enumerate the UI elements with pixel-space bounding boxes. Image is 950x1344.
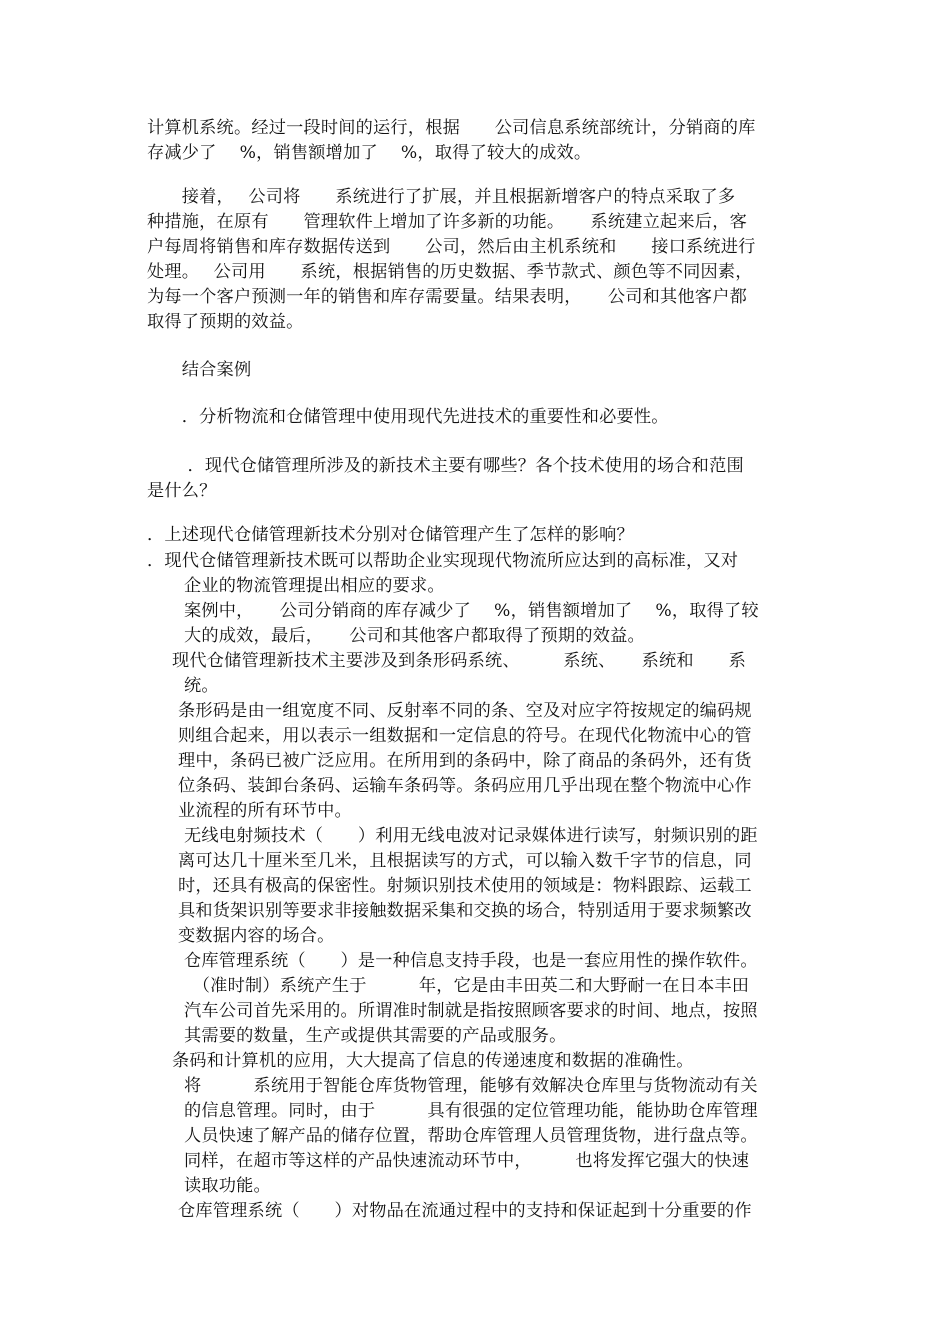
barcode-line: 业流程的所有环节中。 (178, 801, 352, 821)
jit-line: 汽车公司首先采用的。所谓准时制就是指按照顾客要求的时间、地点，按照 (184, 1001, 758, 1021)
barcode-line: 位条码、装卸台条码、运输车条码等。条码应用几乎出现在整个物流中心作 (178, 776, 752, 796)
answer-2-line: 案例中， 公司分销商的库存减少了 %，销售额增加了 %，取得了较 (184, 601, 759, 621)
wms-line: 仓库管理系统（ ）是一种信息支持手段，也是一套应用性的操作软件。 (184, 951, 758, 971)
impact-line: 的信息管理。同时，由于 具有很强的定位管理功能，能协助仓库管理 (184, 1101, 758, 1121)
answer-1-line: ．现代仓储管理新技术既可以帮助企业实现现代物流所应达到的高标准，又对 (147, 551, 739, 571)
answer-3-line: 现代仓储管理新技术主要涉及到条形码系统、 系统、 系统和 系 (172, 651, 746, 671)
answer-3-line: 统。 (184, 676, 219, 696)
impact-line: 同样，在超市等这样的产品快速流动环节中， 也将发挥它强大的快速 (184, 1151, 750, 1171)
answer-1-line: 企业的物流管理提出相应的要求。 (184, 576, 445, 596)
intro-line: 存减少了 %，销售额增加了 %，取得了较大的成效。 (147, 143, 592, 163)
barcode-line: 理中，条码已被广泛应用。在所用到的条码中，除了商品的条码外，还有货 (178, 751, 752, 771)
rfid-line: 变数据内容的场合。 (178, 926, 335, 946)
barcode-line: 则组合起来，用以表示一组数据和一定信息的符号。在现代化物流中心的管 (178, 726, 752, 746)
impact-line: 人员快速了解产品的储存位置，帮助仓库管理人员管理货物，进行盘点等。 (184, 1126, 758, 1146)
impact-line: 条码和计算机的应用，大大提高了信息的传递速度和数据的准确性。 (172, 1051, 694, 1071)
question-2-line: ．现代仓储管理所涉及的新技术主要有哪些？各个技术使用的场合和范围 (147, 456, 744, 476)
answer-2-line: 大的成效，最后， 公司和其他客户都取得了预期的效益。 (184, 626, 645, 646)
paragraph-line: 处理。 公司用 系统，根据销售的历史数据、季节款式、颜色等不同因素， (147, 262, 753, 282)
section-heading: 结合案例 (147, 360, 252, 380)
rfid-line: 离可达几十厘米至几米，且根据读写的方式，可以输入数千字节的信息，同 (178, 851, 752, 871)
jit-line: （准时制）系统产生于 年，它是由丰田英二和大野耐一在日本丰田 (184, 976, 750, 996)
rfid-line: 时，还具有极高的保密性。射频识别技术使用的领域是：物料跟踪、运载工 (178, 876, 752, 896)
question-3: ．上述现代仓储管理新技术分别对仓储管理产生了怎样的影响？ (147, 525, 634, 545)
paragraph-line: 种措施，在原有 管理软件上增加了许多新的功能。 系统建立起来后，客 (147, 212, 747, 232)
impact-line: 将 系统用于智能仓库货物管理，能够有效解决仓库里与货物流动有关 (184, 1076, 758, 1096)
intro-line: 计算机系统。经过一段时间的运行，根据 公司信息系统部统计，分销商的库 (147, 118, 756, 138)
rfid-line: 无线电射频技术（ ）利用无线电波对记录媒体进行读写，射频识别的距 (184, 826, 758, 846)
question-1: ．分析物流和仓储管理中使用现代先进技术的重要性和必要性。 (147, 407, 669, 427)
question-2-line: 是什么？ (147, 481, 217, 501)
barcode-line: 条形码是由一组宽度不同、反射率不同的条、空及对应字符按规定的编码规 (178, 701, 752, 721)
paragraph-line: 接着， 公司将 系统进行了扩展，并且根据新增客户的特点采取了多 (147, 187, 736, 207)
paragraph-line: 户每周将销售和库存数据传送到 公司，然后由主机系统和 接口系统进行 (147, 237, 756, 257)
jit-line: 其需要的数量，生产或提供其需要的产品或服务。 (184, 1026, 567, 1046)
impact-line: 仓库管理系统（ ）对物品在流通过程中的支持和保证起到十分重要的作 (178, 1201, 752, 1221)
impact-line: 读取功能。 (184, 1176, 271, 1196)
paragraph-line: 为每一个客户预测一年的销售和库存需要量。结果表明， 公司和其他客户都 (147, 287, 747, 307)
paragraph-line: 取得了预期的效益。 (147, 312, 304, 332)
rfid-line: 具和货架识别等要求非接触数据采集和交换的场合，特别适用于要求频繁改 (178, 901, 752, 921)
